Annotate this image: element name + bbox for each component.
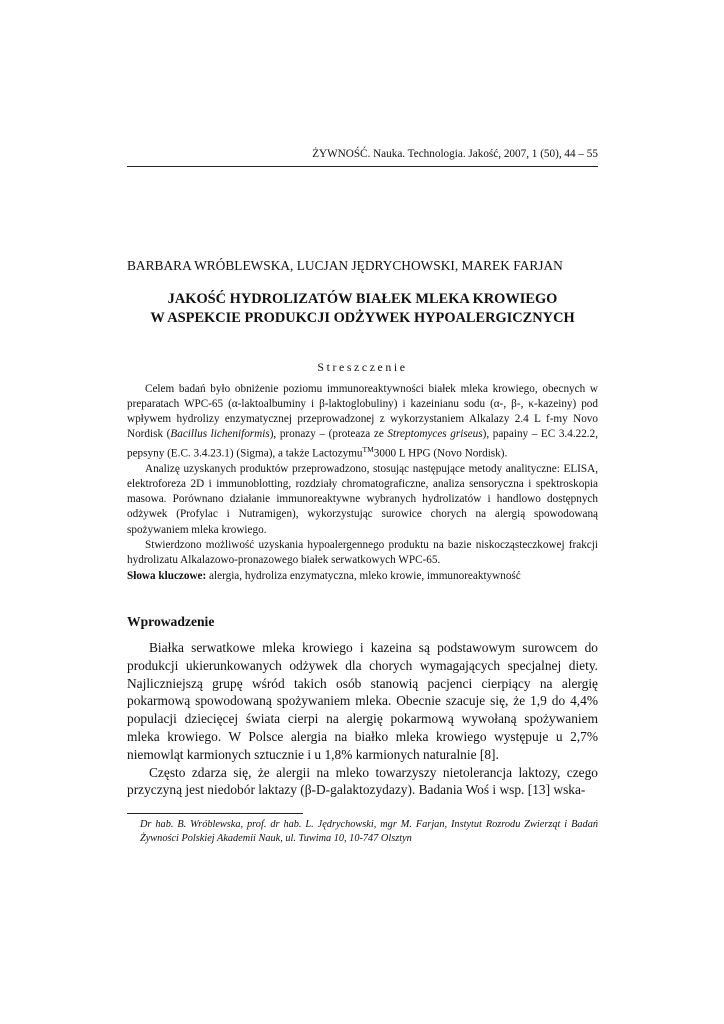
keywords-text: alergia, hydroliza enzymatyczna, mleko krowie, immunoreaktywność	[206, 570, 521, 582]
species-name: Bacillus licheniformis	[170, 428, 270, 441]
section-heading: Wprowadzenie	[127, 614, 215, 629]
abstract-text: Celem badań było obniżenie poziomu immunoreaktywności białek mleka krowiego, obecnych w preparatach WPC-65 (α-laktoalbuminy i β-laktoglobuliny) i kazeinianu sodu (α-, β-, κ-kazeiny) pod wpływem hydrolizy enzymatycznej przeprowadzonej z wykorzystaniem Alkalazy 2.4 L f-my Novo Nordisk (	[127, 383, 598, 441]
running-head: ŻYWNOŚĆ. Nauka. Technologia. Jakość, 2007, 1 (50), 44 – 55	[312, 148, 598, 160]
species-name: Streptomyces griseus	[387, 428, 483, 441]
footnote-rule	[127, 813, 303, 814]
introduction-body	[127, 639, 598, 799]
abstract-paragraph-2: Analizę uzyskanych produktów przeprowadzono, stosując następujące metody analityczne: ELISA, elektroforeza 2D i immunoblotting, rozdziały chromatograficzne, analiza sensoryczna i spektroskopia masowa. Porównano działanie immunoreaktywne wybranych hydrolizatów i handlowo dostępnych odżywek (Profylac i Nutramigen), wykorzystując surowice chorych na alergią spowodowaną spożywaniem mleka krowiego.	[127, 463, 598, 536]
abstract-text: 3000 L HPG (Novo Nordisk).	[373, 448, 508, 461]
intro-paragraph-1: Białka serwatkowe mleka krowiego i kazeina są podstawowym surowcem do produkcji ukierunkowanych odżywek dla chorych wymagających specjalnej diety. Najliczniejszą grupę wśród takich osób stanowią pacjenci cierpiący na alergię pokarmową spowodowaną spożywaniem mleka. Obecnie szacuje się, że 1,9 do 4,4% populacji dziecięcej świata cierpi na alergię pokarmową wywołaną spożywaniem mleka krowiego. W Polsce alergia na białko mleka krowiego występuje u 2,7% niemowląt karmionych sztucznie i u 1,8% karmionych naturalnie [8].	[127, 640, 598, 762]
authors: BARBARA WRÓBLEWSKA, LUCJAN JĘDRYCHOWSKI, MAREK FARJAN	[127, 258, 563, 273]
abstract-paragraph-1	[127, 382, 598, 462]
title-line-2: W ASPEKCIE PRODUKCJI ODŻYWEK HYPOALERGICZNYCH	[150, 310, 575, 326]
author-footnote: Dr hab. B. Wróblewska, prof. dr hab. L. Jędrychowski, mgr M. Farjan, Instytut Rozrodu Zwierząt i Badań Żywności Polskiej Akademii Nauk, ul. Tuwima 10, 10-747 Olsztyn	[140, 819, 598, 845]
abstract	[127, 382, 598, 568]
abstract-text: ), papainy – EC 3.4.22.2, pepsyny (E.C. 3.4.23.1) (Sigma), a także Lactozymu	[127, 428, 598, 461]
article-title	[127, 290, 598, 328]
trademark-superscript: TM	[362, 445, 374, 455]
title-line-1: JAKOŚĆ HYDROLIZATÓW BIAŁEK MLEKA KROWIEGO	[167, 291, 558, 307]
abstract-heading: Streszczenie	[317, 360, 408, 374]
abstract-paragraph-3: Stwierdzono możliwość uzyskania hypoalergennego produktu na bazie niskocząsteczkowej frakcji hydrolizatu Alkalazowo-pronazowego białek serwatkowych WPC-65.	[127, 538, 598, 566]
header-rule	[127, 166, 598, 167]
abstract-text: ), pronazy – (proteaza ze	[269, 428, 388, 441]
keywords	[127, 570, 598, 582]
keywords-label: Słowa kluczowe:	[127, 570, 207, 582]
intro-paragraph-2: Często zdarza się, że alergii na mleko towarzyszy nietolerancja laktozy, czego przyczyną jest niedobór laktazy (β-D-galaktozydazy). Badania Woś i wsp. [13] wska-	[127, 764, 598, 798]
